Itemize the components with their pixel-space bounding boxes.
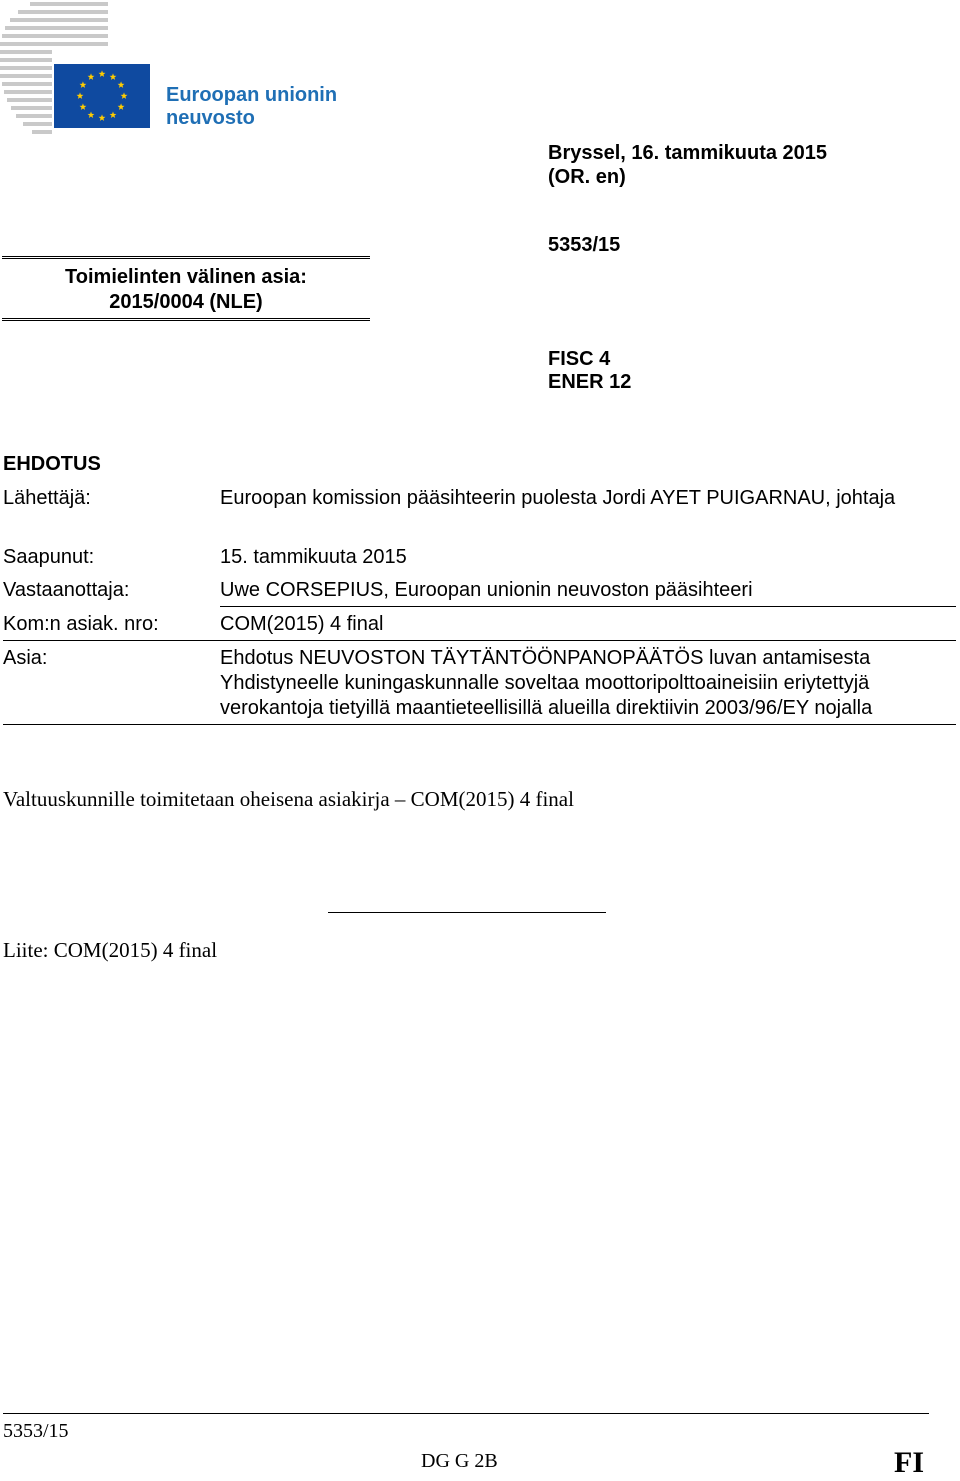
- proposal-title: EHDOTUS: [3, 453, 101, 475]
- sender-label: Lähettäjä:: [3, 487, 91, 509]
- com-doc-value: COM(2015) 4 final: [220, 613, 384, 635]
- inter-top-rule: [2, 256, 370, 259]
- com-doc-label: Kom:n asiak. nro:: [3, 613, 159, 635]
- inter-value: 2015/0004 (NLE): [109, 291, 263, 313]
- separator-rule: [328, 912, 606, 913]
- org-name-line1: Euroopan unionin: [166, 84, 338, 106]
- original-language: (OR. en): [548, 166, 626, 188]
- footer-lang: FI: [894, 1446, 924, 1479]
- doc-number: 5353/15: [548, 234, 621, 256]
- inter-label: Toimielinten välinen asia:: [65, 266, 307, 288]
- code-ener: ENER 12: [548, 371, 632, 393]
- footer-dept: DG G 2B: [421, 1450, 498, 1472]
- divider: [3, 724, 956, 725]
- divider: [220, 606, 956, 607]
- recipient-value: Uwe CORSEPIUS, Euroopan unionin neuvoston pääsihteeri: [220, 579, 753, 601]
- sender-value: Euroopan komission pääsihteerin puolesta Jordi AYET PUIGARNAU, johtaja: [220, 487, 896, 509]
- body-sentence: Valtuuskunnille toimitetaan oheisena asiakirja – COM(2015) 4 final: [3, 787, 574, 811]
- received-value: 15. tammikuuta 2015: [220, 546, 407, 568]
- attachment-line: Liite: COM(2015) 4 final: [3, 938, 218, 962]
- subject-label: Asia:: [3, 647, 48, 669]
- recipient-label: Vastaanottaja:: [3, 579, 130, 601]
- received-label: Saapunut:: [3, 546, 95, 568]
- date-line: Bryssel, 16. tammikuuta 2015: [548, 142, 828, 164]
- divider: [3, 640, 956, 641]
- org-name: [166, 84, 337, 130]
- org-name-line2: neuvosto: [166, 107, 255, 129]
- subject-value: Ehdotus NEUVOSTON TÄYTÄNTÖÖNPANOPÄÄTÖS luvan antamisesta Yhdistyneelle kuningaskunnalle soveltaa moottoripolttoaineisiin eriytettyjä verokantoja tietyillä maantieteellisillä alueilla direktiivin 2003/96/EY nojalla: [220, 647, 873, 719]
- footer-doc-number: 5353/15: [3, 1420, 69, 1442]
- footer-rule: [3, 1413, 929, 1414]
- council-building-icon: [0, 0, 160, 140]
- council-logo: [0, 0, 160, 140]
- inter-bottom-rule: [2, 318, 370, 321]
- code-fisc: FISC 4: [548, 348, 611, 370]
